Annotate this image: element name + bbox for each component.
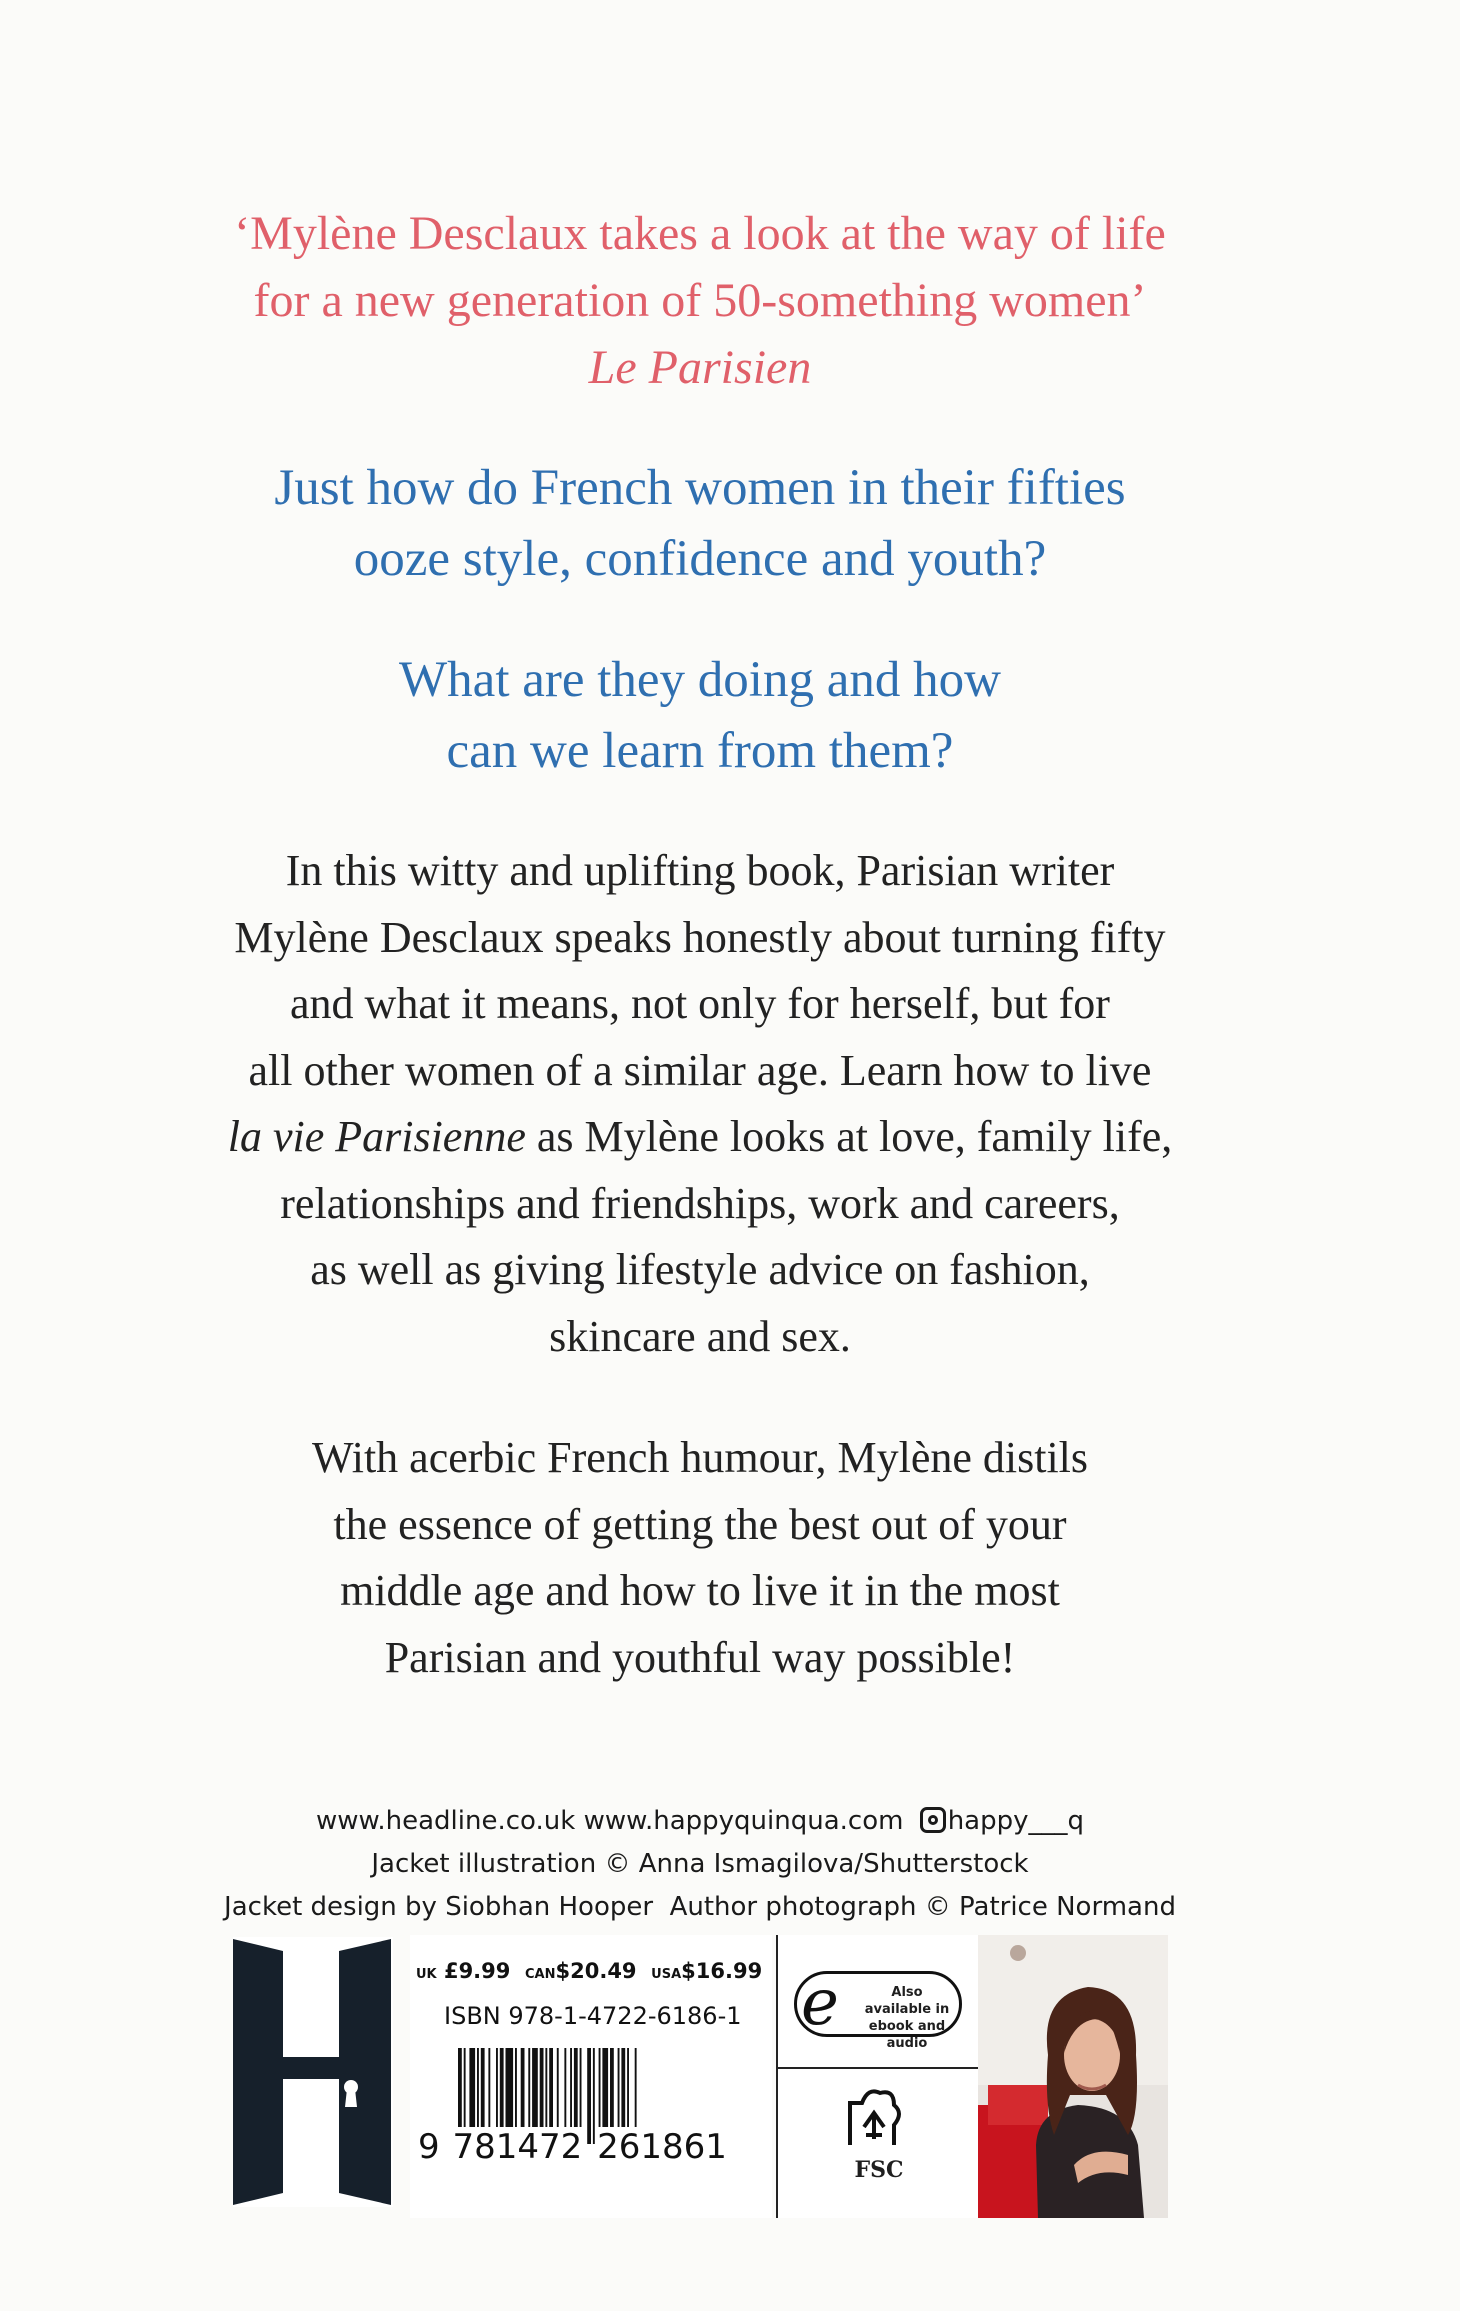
question-1 xyxy=(0,453,1400,595)
instagram-handle[interactable]: happy___q xyxy=(947,1806,1085,1836)
blurb-1-line xyxy=(0,1104,1400,1171)
blurb-1-line: relationships and friendships, work and careers, xyxy=(280,1178,1120,1228)
price-line xyxy=(416,1959,762,1983)
barcode-digits-group-1: 781472 xyxy=(452,2127,583,2167)
design-credit: Jacket design by Siobhan Hooper xyxy=(224,1892,654,1922)
blurb-2-line: Parisian and youthful way possible! xyxy=(384,1632,1016,1682)
blurb-1-line: In this witty and uplifting book, Parisian writer xyxy=(285,846,1115,895)
blurb-2-line: the essence of getting the best out of your xyxy=(333,1499,1067,1549)
happyquinqua-website-link[interactable]: www.happyquinqua.com xyxy=(583,1806,904,1836)
barcode-digits-group-2: 261861 xyxy=(597,2127,727,2167)
blurb-paragraph-1 xyxy=(0,838,1400,1370)
blurb-1-line: skincare and sex. xyxy=(549,1311,851,1361)
quote-source: Le Parisien xyxy=(588,341,812,394)
uk-price: £9.99 xyxy=(443,1959,511,1983)
illustration-credit: Jacket illustration © Anna Ismagilova/Shutterstock xyxy=(371,1849,1029,1879)
blurb-1-line: as well as giving lifestyle advice on fashion, xyxy=(310,1245,1090,1294)
headline-logo-icon xyxy=(233,1937,393,2207)
fsc-tree-icon xyxy=(842,2083,908,2149)
author-photo xyxy=(978,1935,1168,2218)
ebook-badge-text: Also available in ebook and audio xyxy=(864,1985,950,2051)
ebook-e-glyph: e xyxy=(801,1966,839,2040)
question-2 xyxy=(0,645,1400,787)
credits xyxy=(0,1800,1400,1929)
ebook-fsc-panel xyxy=(776,1935,980,2218)
blurb-1-line: and what it means, not only for herself, but for xyxy=(290,979,1110,1028)
price-barcode-box xyxy=(410,1935,772,2218)
italic-title: la vie Parisienne xyxy=(227,1112,526,1161)
photo-credit: Author photograph © Patrice Normand xyxy=(669,1892,1176,1922)
instagram-icon xyxy=(920,1807,946,1833)
question-1-line-1: Just how do French women in their fifties xyxy=(274,460,1126,516)
blurb-2-line: With acerbic French humour, Mylène distils xyxy=(311,1433,1089,1482)
question-2-line-2: can we learn from them? xyxy=(446,723,954,779)
question-2-line-1: What are they doing and how xyxy=(399,652,1001,708)
barcode-digit-first: 9 xyxy=(418,2127,440,2167)
credits-line-3 xyxy=(0,1886,1400,1929)
press-quote xyxy=(0,200,1400,401)
blurb-paragraph-2 xyxy=(0,1425,1400,1691)
headline-website-link[interactable]: www.headline.co.uk xyxy=(315,1806,576,1836)
isbn: ISBN 978-1-4722-6186-1 xyxy=(444,2002,742,2030)
usa-price-label: USA xyxy=(651,1967,682,1982)
barcode-digits xyxy=(418,2127,729,2167)
usa-price: $16.99 xyxy=(681,1959,763,1983)
question-1-line-2: ooze style, confidence and youth? xyxy=(353,531,1047,587)
fsc-label: FSC xyxy=(854,2157,904,2183)
uk-price-label: UK xyxy=(416,1967,437,1982)
quote-line-2: for a new generation of 50-something women’ xyxy=(253,274,1147,327)
blurb-1-line: all other women of a similar age. Learn how to live xyxy=(248,1045,1152,1095)
blurb-1-line-rest: as Mylène looks at love, family life, xyxy=(525,1112,1173,1161)
ebook-icon xyxy=(794,1966,962,2051)
can-price-label: CAN xyxy=(525,1967,556,1982)
web-links xyxy=(0,1800,1400,1843)
blurb-1-line: Mylène Desclaux speaks honestly about turning fifty xyxy=(234,912,1166,962)
can-price: $20.49 xyxy=(555,1959,637,1983)
quote-line-1: ‘Mylène Desclaux takes a look at the way of life xyxy=(234,207,1166,260)
divider xyxy=(778,2067,980,2069)
blurb-2-line: middle age and how to live it in the most xyxy=(340,1566,1060,1615)
